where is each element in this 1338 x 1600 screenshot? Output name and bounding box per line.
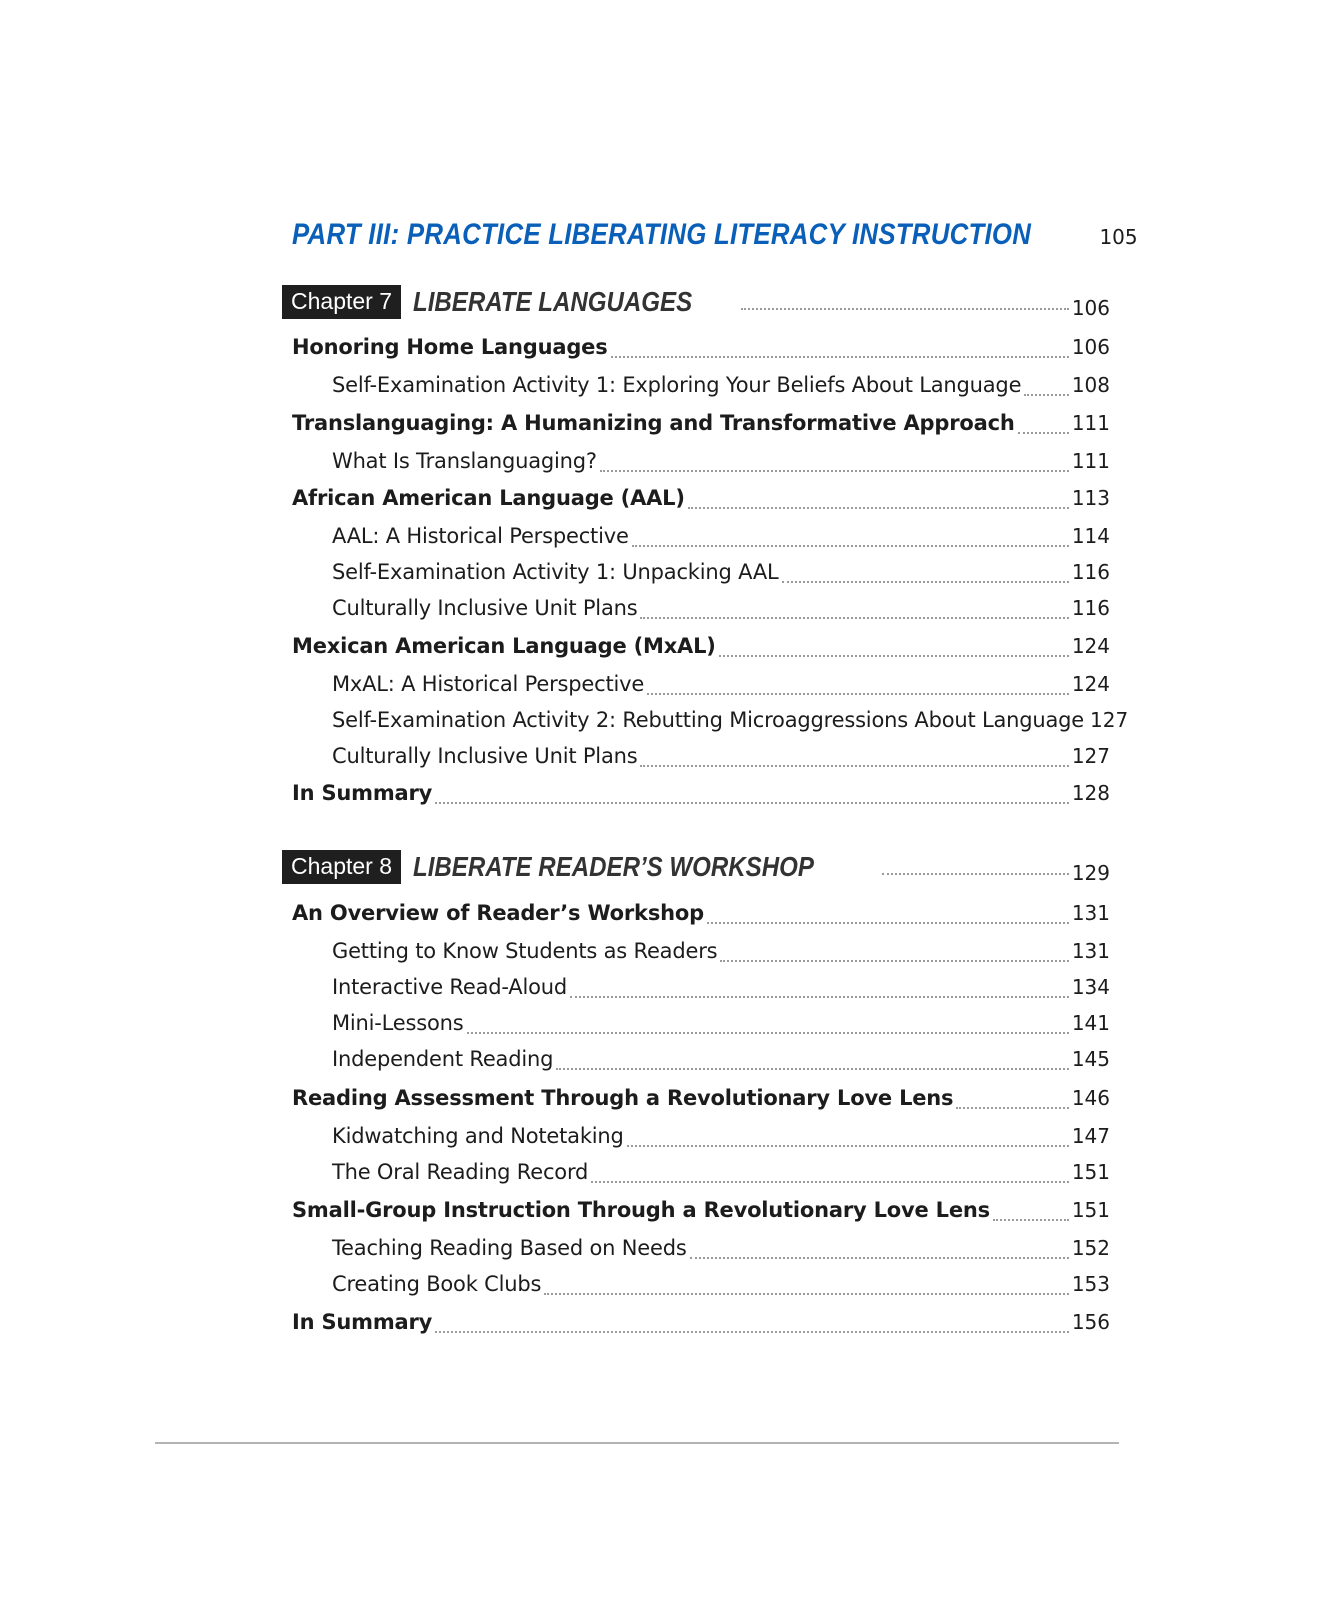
toc-entry[interactable] [292, 1160, 1110, 1190]
entry-title: Mexican American Language (MxAL) [292, 634, 716, 658]
part-heading[interactable] [292, 218, 1138, 262]
chapter-badge: Chapter 7 [282, 285, 401, 319]
leader-dots [993, 1219, 1069, 1221]
entry-title: Teaching Reading Based on Needs [332, 1236, 687, 1260]
toc-entry[interactable] [292, 411, 1110, 441]
leader-dots [1024, 394, 1069, 396]
page-number: 147 [1071, 1124, 1110, 1148]
leader-dots [435, 1331, 1069, 1333]
entry-title: Culturally Inclusive Unit Plans [332, 744, 638, 768]
entry-title: In Summary [292, 781, 433, 805]
leader-dots [707, 922, 1069, 924]
leader-dots [611, 356, 1069, 358]
entry-title: Kidwatching and Notetaking [332, 1124, 624, 1148]
page-number: 151 [1071, 1160, 1110, 1184]
leader-dots [435, 802, 1069, 804]
entry-title: Getting to Know Students as Readers [332, 939, 718, 963]
toc-entry[interactable] [292, 486, 1110, 516]
leader-dots [719, 655, 1069, 657]
entry-title: MxAL: A Historical Perspective [332, 672, 645, 696]
toc-entry[interactable] [292, 373, 1110, 403]
toc-entry[interactable] [292, 744, 1110, 774]
toc-entry[interactable] [292, 901, 1110, 931]
toc-entry[interactable] [292, 1236, 1110, 1266]
entry-title: Interactive Read-Aloud [332, 975, 567, 999]
entry-title: The Oral Reading Record [332, 1160, 589, 1184]
entry-title: Small-Group Instruction Through a Revolutionary Love Lens [292, 1198, 990, 1222]
page-number: 116 [1071, 560, 1110, 584]
chapter-title: LIBERATE LANGUAGES [413, 286, 693, 317]
page-number: 127 [1071, 744, 1110, 768]
leader-dots [647, 693, 1069, 695]
leader-dots [591, 1181, 1069, 1183]
entry-title: What Is Translanguaging? [332, 449, 597, 473]
page-number: 111 [1071, 411, 1110, 435]
entry-title: Independent Reading [332, 1047, 554, 1071]
entry-title: Translanguaging: A Humanizing and Transformative Approach [292, 411, 1015, 435]
toc-entry[interactable] [292, 781, 1110, 811]
page-number: 129 [1071, 861, 1110, 885]
chapter-badge: Chapter 8 [282, 850, 401, 884]
page-number: 141 [1071, 1011, 1110, 1035]
leader-dots [600, 470, 1069, 472]
entry-title: Culturally Inclusive Unit Plans [332, 596, 638, 620]
toc-entry[interactable] [292, 1272, 1110, 1302]
leader-dots [690, 1257, 1069, 1259]
page-number: 128 [1071, 781, 1110, 805]
toc-entry[interactable] [292, 975, 1110, 1005]
entry-title: Self-Examination Activity 2: Rebutting Microaggressions About Language [332, 708, 1085, 732]
entry-title: Mini-Lessons [332, 1011, 464, 1035]
page-number: 151 [1071, 1198, 1110, 1222]
page-number: 108 [1071, 373, 1110, 397]
page-number: 114 [1071, 524, 1110, 548]
toc-entry[interactable] [292, 1011, 1110, 1041]
entry-title: Reading Assessment Through a Revolutionary Love Lens [292, 1086, 954, 1110]
entry-title: An Overview of Reader’s Workshop [292, 901, 704, 925]
toc-entry[interactable] [292, 596, 1110, 626]
leader-dots [882, 873, 1069, 875]
page-number: 145 [1071, 1047, 1110, 1071]
page-number: 131 [1071, 939, 1110, 963]
page-number: 124 [1071, 634, 1110, 658]
leader-dots [627, 1145, 1069, 1147]
chapter-heading[interactable] [292, 283, 1110, 321]
chapter-heading[interactable] [292, 848, 1110, 886]
entry-title: In Summary [292, 1310, 433, 1334]
page-number: 134 [1071, 975, 1110, 999]
page-number: 152 [1071, 1236, 1110, 1260]
toc-entry[interactable] [292, 672, 1110, 702]
footer-rule [155, 1442, 1119, 1444]
entry-title: AAL: A Historical Perspective [332, 524, 629, 548]
leader-dots [640, 765, 1068, 767]
page-number: 106 [1071, 335, 1110, 359]
leader-dots [956, 1107, 1068, 1109]
page-number: 153 [1071, 1272, 1110, 1296]
leader-dots [544, 1293, 1069, 1295]
page-number: 105 [1099, 225, 1138, 249]
page-number: 106 [1071, 296, 1110, 320]
leader-dots [632, 545, 1069, 547]
part-title: PART III: PRACTICE LIBERATING LITERACY INSTRUCTION [292, 218, 1032, 251]
leader-dots [570, 996, 1069, 998]
leader-dots [467, 1032, 1069, 1034]
leader-dots [741, 308, 1069, 310]
entry-title: Honoring Home Languages [292, 335, 608, 359]
toc-entry[interactable] [292, 335, 1110, 365]
toc-entry[interactable] [292, 1086, 1110, 1116]
leader-dots [782, 581, 1069, 583]
page-number: 131 [1071, 901, 1110, 925]
toc-entry[interactable] [292, 524, 1110, 554]
entry-title: Self-Examination Activity 1: Exploring Your Beliefs About Language [332, 373, 1022, 397]
page-number: 127 [1090, 708, 1129, 732]
leader-dots [688, 507, 1069, 509]
chapter-title: LIBERATE READER’S WORKSHOP [413, 851, 814, 882]
page-number: 113 [1071, 486, 1110, 510]
entry-title: Self-Examination Activity 1: Unpacking AAL [332, 560, 779, 584]
leader-dots [556, 1068, 1069, 1070]
page-number: 116 [1071, 596, 1110, 620]
toc-entry[interactable] [292, 1124, 1110, 1154]
toc-entry[interactable] [292, 560, 1110, 590]
page-number: 124 [1071, 672, 1110, 696]
leader-dots [1018, 432, 1069, 434]
toc-entry[interactable] [292, 1198, 1110, 1228]
toc-entry[interactable] [292, 449, 1110, 479]
toc-entry[interactable] [292, 708, 1129, 738]
page-number: 111 [1071, 449, 1110, 473]
entry-title: African American Language (AAL) [292, 486, 685, 510]
page-number: 156 [1071, 1310, 1110, 1334]
leader-dots [720, 960, 1068, 962]
entry-title: Creating Book Clubs [332, 1272, 542, 1296]
toc-entry[interactable] [292, 634, 1110, 664]
toc-entry[interactable] [292, 1047, 1110, 1077]
page-number: 146 [1071, 1086, 1110, 1110]
leader-dots [640, 617, 1068, 619]
toc-entry[interactable] [292, 1310, 1110, 1340]
toc-entry[interactable] [292, 939, 1110, 969]
